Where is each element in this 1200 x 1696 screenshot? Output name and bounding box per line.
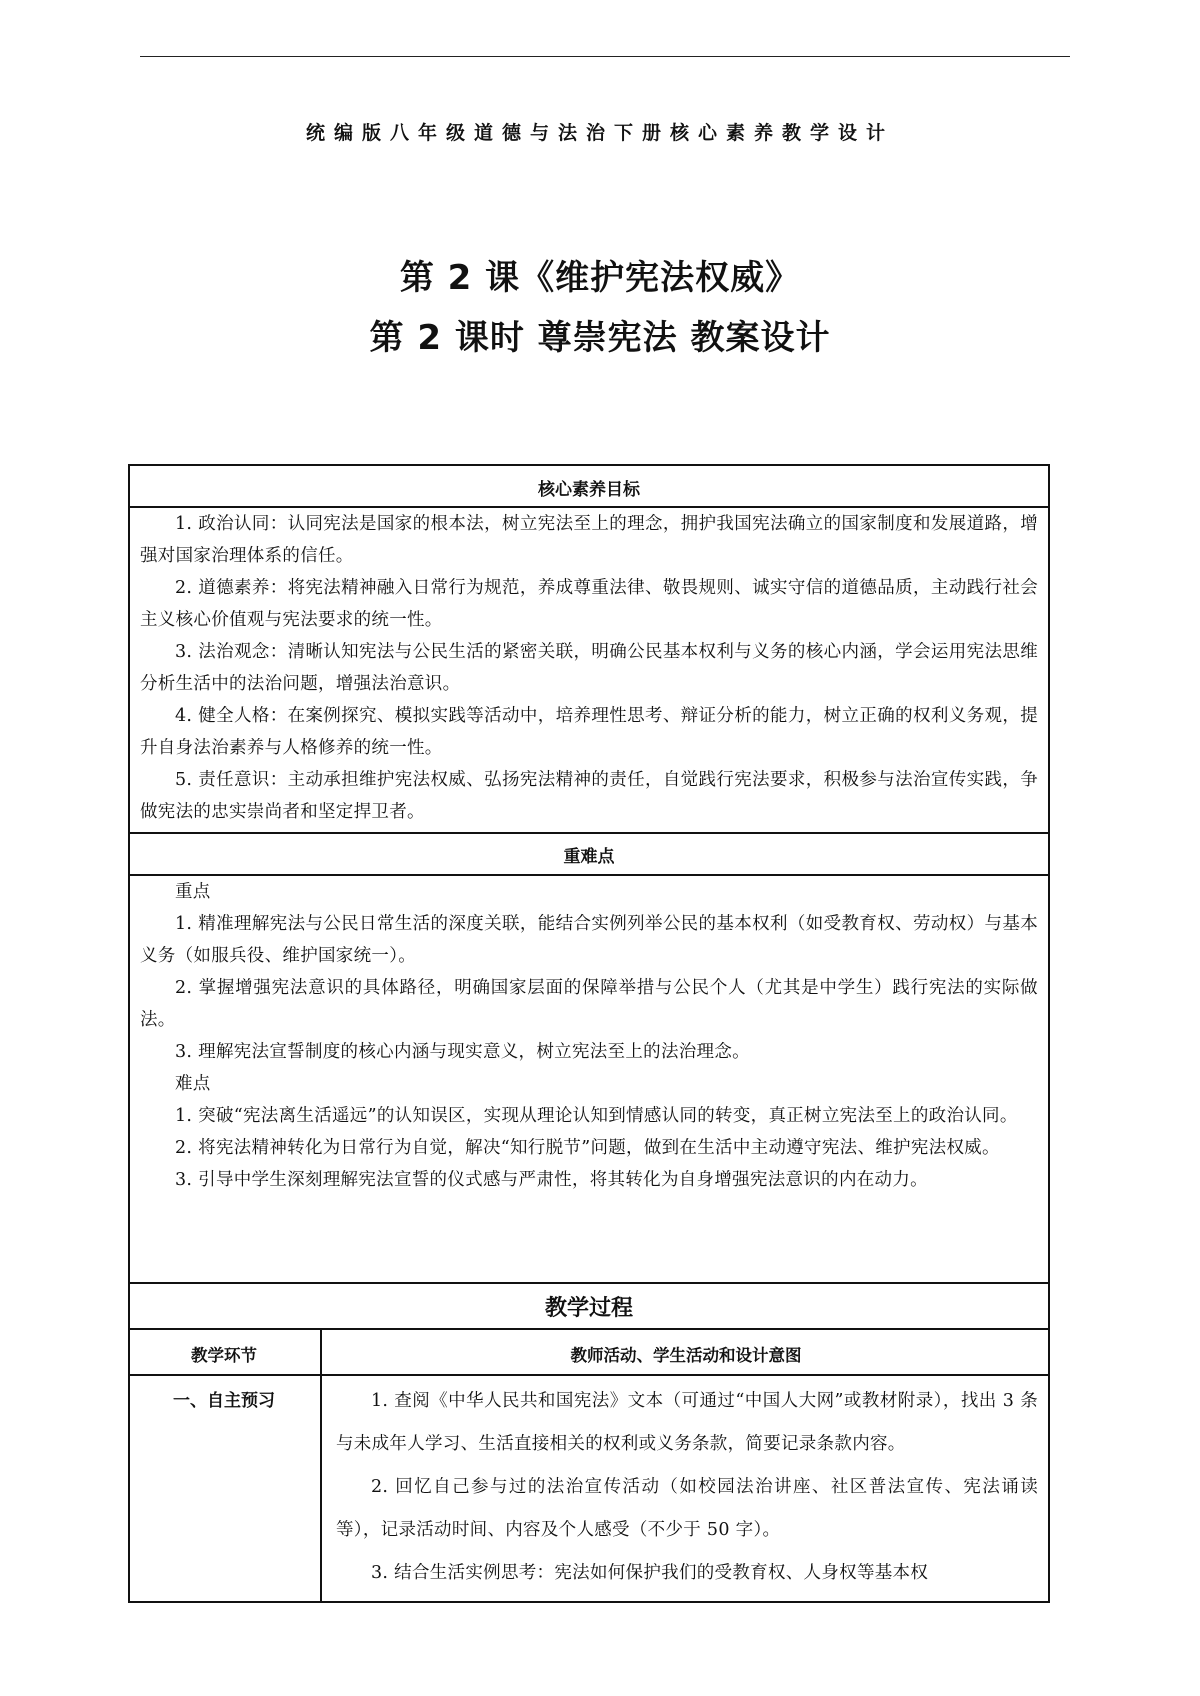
- process-heading: 教学过程: [544, 1295, 633, 1321]
- goal-item: 5. 责任意识：主动承担维护宪法权威、弘扬宪法精神的责任，自觉践行宪法要求，积极参与法治宣传实践，争做宪法的忠实崇尚者和坚定捍卫者。: [140, 770, 1038, 822]
- period-title: 第 2 课时 尊崇宪法 教案设计: [369, 318, 831, 358]
- goal-item: 2. 道德素养：将宪法精神融入日常行为规范，养成尊重法律、敬畏规则、诚实守信的道德品质，主动践行社会主义核心价值观与宪法要求的统一性。: [140, 578, 1038, 630]
- divider: [128, 1328, 1050, 1330]
- key-points-heading: 重难点: [563, 846, 615, 867]
- activity-item: 2. 回忆自己参与过的法治宣传活动（如校园法治讲座、社区普法宣传、宪法诵读等），记录活动时间、内容及个人感受（不少于 50 字）。: [336, 1477, 1038, 1540]
- divider: [128, 1374, 1050, 1376]
- activity-item: 1. 查阅《中华人民共和国宪法》文本（可通过“中国人大网”或教材附录），找出 3 条与未成年人学习、生活直接相关的权利或义务条款，简要记录条款内容。: [336, 1391, 1038, 1454]
- focus-item: 3. 理解宪法宣誓制度的核心内涵与现实意义，树立宪法至上的法治理念。: [175, 1042, 750, 1062]
- col-activity-header: 教师活动、学生活动和设计意图: [570, 1346, 802, 1365]
- difficulty-label: 难点: [175, 1074, 211, 1094]
- series-header: 统编版八年级道德与法治下册核心素养教学设计: [305, 122, 894, 144]
- activity-item: 3. 结合生活实例思考：宪法如何保护我们的受教育权、人身权等基本权: [371, 1563, 929, 1583]
- goal-item: 4. 健全人格：在案例探究、模拟实践等活动中，培养理性思考、辩证分析的能力，树立正确的权利义务观，提升自身法治素养与人格修养的统一性。: [140, 706, 1038, 758]
- goal-item: 1. 政治认同：认同宪法是国家的根本法，树立宪法至上的理念，拥护我国宪法确立的国家制度和发展道路，增强对国家治理体系的信任。: [140, 514, 1038, 566]
- difficulty-item: 1. 突破“宪法离生活遥远”的认知误区，实现从理论认知到情感认同的转变，真正树立宪法至上的政治认同。: [175, 1106, 1018, 1126]
- difficulty-item: 2. 将宪法精神转化为日常行为自觉，解决“知行脱节”问题，做到在生活中主动遵守宪法、维护宪法权威。: [175, 1138, 1000, 1158]
- focus-label: 重点: [175, 882, 211, 902]
- stage-label: 一、自主预习: [173, 1391, 275, 1411]
- key-points-body: [140, 876, 1038, 1196]
- core-goals-heading: 核心素养目标: [538, 479, 640, 500]
- stage-activities: [336, 1380, 1038, 1595]
- lesson-title: 第 2 课《维护宪法权威》: [399, 258, 801, 298]
- difficulty-item: 3. 引导中学生深刻理解宪法宣誓的仪式感与严肃性，将其转化为自身增强宪法意识的内在动力。: [175, 1170, 928, 1190]
- goal-item: 3. 法治观念：清晰认知宪法与公民生活的紧密关联，明确公民基本权利与义务的核心内涵，学会运用宪法思维分析生活中的法治问题，增强法治意识。: [140, 642, 1038, 694]
- col-stage-header: 教学环节: [191, 1346, 257, 1365]
- top-rule: [140, 56, 1070, 57]
- focus-item: 2. 掌握增强宪法意识的具体路径，明确国家层面的保障举措与公民个人（尤其是中学生）践行宪法的实际做法。: [140, 978, 1038, 1030]
- focus-item: 1. 精准理解宪法与公民日常生活的深度关联，能结合实例列举公民的基本权利（如受教育权、劳动权）与基本义务（如服兵役、维护国家统一）。: [140, 914, 1038, 966]
- core-goals-body: [140, 508, 1038, 828]
